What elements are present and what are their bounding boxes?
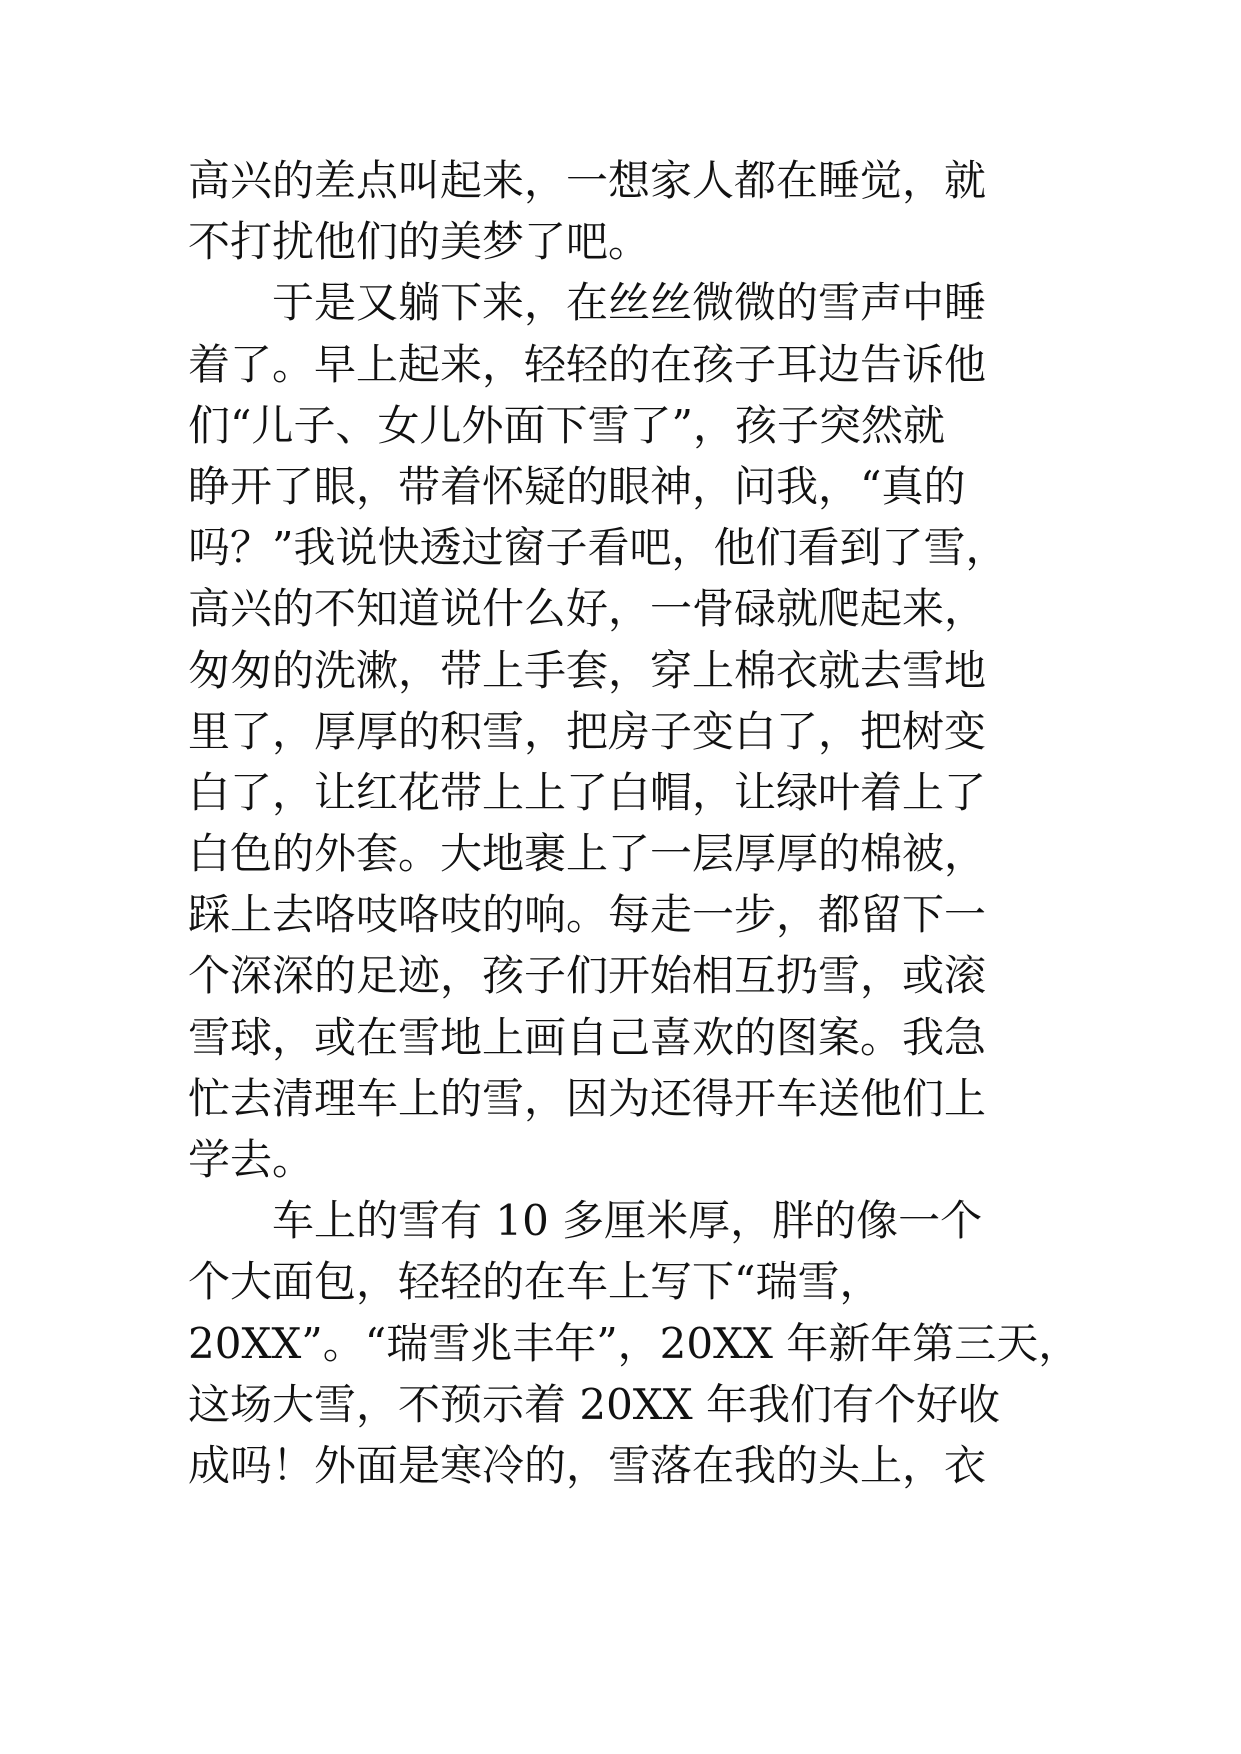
text-line-3: 于是又躺下来，在丝丝微微的雪声中睡 (188, 278, 987, 328)
text-line-10: 里了，厚厚的积雪，把房子变白了，把树变 (188, 706, 987, 756)
text-line-6: 睁开了眼，带着怀疑的眼神，问我，“真的 (188, 461, 966, 511)
text-line-21: 这场大雪，不预示着 20XX 年我们有个好收 (188, 1379, 1000, 1429)
text-line-19: 个大面包，轻轻的在车上写下“瑞雪， (188, 1257, 882, 1307)
text-line-18: 车上的雪有 10 多厘米厚，胖的像一个 (188, 1196, 983, 1246)
text-line-14: 个深深的足迹，孩子们开始相互扔雪，或滚 (188, 951, 987, 1001)
text-line-1: 高兴的差点叫起来，一想家人都在睡觉，就 (188, 156, 987, 205)
text-line-13: 踩上去咯吱咯吱的响。每走一步，都留下一 (188, 890, 987, 940)
text-line-7: 吗？”我说快透过窗子看吧，他们看到了雪， (188, 523, 1008, 573)
text-line-2: 不打扰他们的美梦了吧。 (188, 217, 651, 267)
text-line-15: 雪球，或在雪地上画自己喜欢的图案。我急 (188, 1012, 987, 1062)
text-line-11: 白了，让红花带上上了白帽，让绿叶着上了 (188, 767, 987, 817)
text-line-12: 白色的外套。大地裹上了一层厚厚的棉被， (188, 829, 987, 879)
text-line-4: 着了。早上起来，轻轻的在孩子耳边告诉他 (188, 339, 987, 389)
text-line-8: 高兴的不知道说什么好，一骨碌就爬起来， (188, 584, 987, 634)
text-line-17: 学去。 (188, 1135, 315, 1184)
text-line-16: 忙去清理车上的雪，因为还得开车送他们上 (188, 1073, 987, 1123)
text-line-22: 成吗！外面是寒冷的，雪落在我的头上，衣 (188, 1440, 987, 1490)
text-line-20: 20XX”。“瑞雪兆丰年”，20XX 年新年第三天， (188, 1318, 1081, 1368)
text-line-5: 们“儿子、女儿外面下雪了”，孩子突然就 (188, 400, 945, 450)
text-line-9: 匆匆的洗漱，带上手套，穿上棉衣就去雪地 (188, 645, 987, 695)
body-text (188, 150, 1081, 1496)
